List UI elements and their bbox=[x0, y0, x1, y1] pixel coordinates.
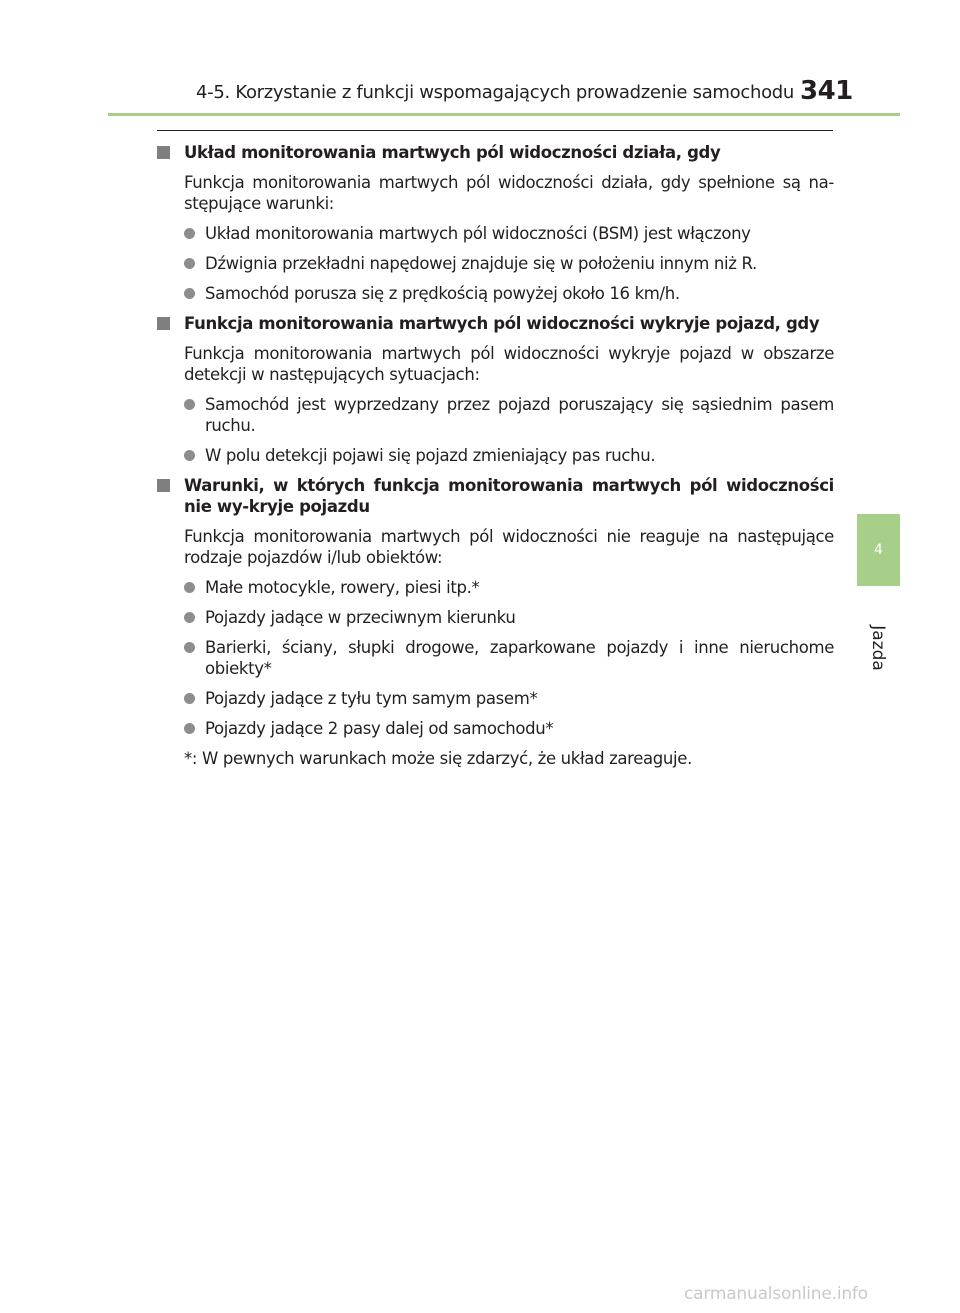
circle-bullet-icon bbox=[184, 693, 195, 704]
circle-bullet-icon bbox=[184, 399, 195, 410]
list-item bbox=[157, 223, 834, 244]
section-intro: Funkcja monitorowania martwych pól widoczności działa, gdy spełnione są na-stępujące warunki: bbox=[184, 173, 834, 213]
list-item-text: Pojazdy jadące 2 pasy dalej od samochodu* bbox=[205, 719, 554, 738]
section-heading bbox=[157, 142, 834, 163]
list-item bbox=[157, 607, 834, 628]
square-bullet-icon bbox=[157, 479, 170, 492]
list-item-text: Małe motocykle, rowery, piesi itp.* bbox=[205, 578, 480, 597]
list-item bbox=[157, 577, 834, 598]
section-intro: Funkcja monitorowania martwych pól widoczności nie reaguje na następujące rodzaje pojazdów i/lub obiektów: bbox=[184, 527, 834, 567]
square-bullet-icon bbox=[157, 317, 170, 330]
list-item-text: Układ monitorowania martwych pól widoczności (BSM) jest włączony bbox=[205, 224, 751, 243]
list-item bbox=[157, 283, 834, 304]
content-divider bbox=[157, 130, 833, 131]
list-item-text: W polu detekcji pojawi się pojazd zmieniający pas ruchu. bbox=[205, 446, 656, 465]
section-intro: Funkcja monitorowania martwych pól widoczności wykryje pojazd w obszarze detekcji w następujących sytuacjach: bbox=[184, 344, 834, 384]
chapter-tab bbox=[857, 514, 900, 586]
chapter-label-text: Jazda bbox=[868, 625, 889, 671]
chapter-tab-number: 4 bbox=[874, 542, 883, 558]
list-item-text: Barierki, ściany, słupki drogowe, zaparkowane pojazdy i inne nieruchome obiekty* bbox=[205, 638, 834, 678]
section-heading-text: Warunki, w których funkcja monitorowania martwych pól widoczności nie wy-kryje pojazdu bbox=[184, 476, 834, 516]
list-item bbox=[157, 394, 834, 436]
chapter-label bbox=[858, 618, 898, 678]
list-item bbox=[157, 637, 834, 679]
circle-bullet-icon bbox=[184, 612, 195, 623]
page-content bbox=[157, 142, 834, 769]
list-item bbox=[157, 445, 834, 466]
list-item bbox=[157, 718, 834, 739]
running-header-title: 4-5. Korzystanie z funkcji wspomagających prowadzenie samochodu bbox=[196, 82, 795, 103]
header-divider bbox=[108, 113, 900, 116]
page-number: 341 bbox=[800, 76, 853, 106]
circle-bullet-icon bbox=[184, 228, 195, 239]
list-item-text: Pojazdy jadące w przeciwnym kierunku bbox=[205, 608, 516, 627]
circle-bullet-icon bbox=[184, 288, 195, 299]
section-heading bbox=[157, 313, 834, 334]
section-heading-text: Układ monitorowania martwych pól widoczności działa, gdy bbox=[184, 143, 721, 162]
circle-bullet-icon bbox=[184, 582, 195, 593]
list-item-text: Samochód porusza się z prędkością powyżej około 16 km/h. bbox=[205, 284, 680, 303]
section-heading-text: Funkcja monitorowania martwych pól widoczności wykryje pojazd, gdy bbox=[184, 314, 820, 333]
circle-bullet-icon bbox=[184, 258, 195, 269]
circle-bullet-icon bbox=[184, 723, 195, 734]
footnote: *: W pewnych warunkach może się zdarzyć, że układ zareaguje. bbox=[184, 749, 692, 768]
watermark: carmanualsonline.info bbox=[684, 1284, 868, 1304]
list-item-text: Samochód jest wyprzedzany przez pojazd poruszający się sąsiednim pasem ruchu. bbox=[205, 395, 834, 435]
list-item bbox=[157, 253, 834, 274]
list-item-text: Pojazdy jadące z tyłu tym samym pasem* bbox=[205, 689, 538, 708]
circle-bullet-icon bbox=[184, 642, 195, 653]
square-bullet-icon bbox=[157, 146, 170, 159]
list-item-text: Dźwignia przekładni napędowej znajduje się w położeniu innym niż R. bbox=[205, 254, 757, 273]
circle-bullet-icon bbox=[184, 450, 195, 461]
section-heading bbox=[157, 475, 834, 517]
list-item bbox=[157, 688, 834, 709]
